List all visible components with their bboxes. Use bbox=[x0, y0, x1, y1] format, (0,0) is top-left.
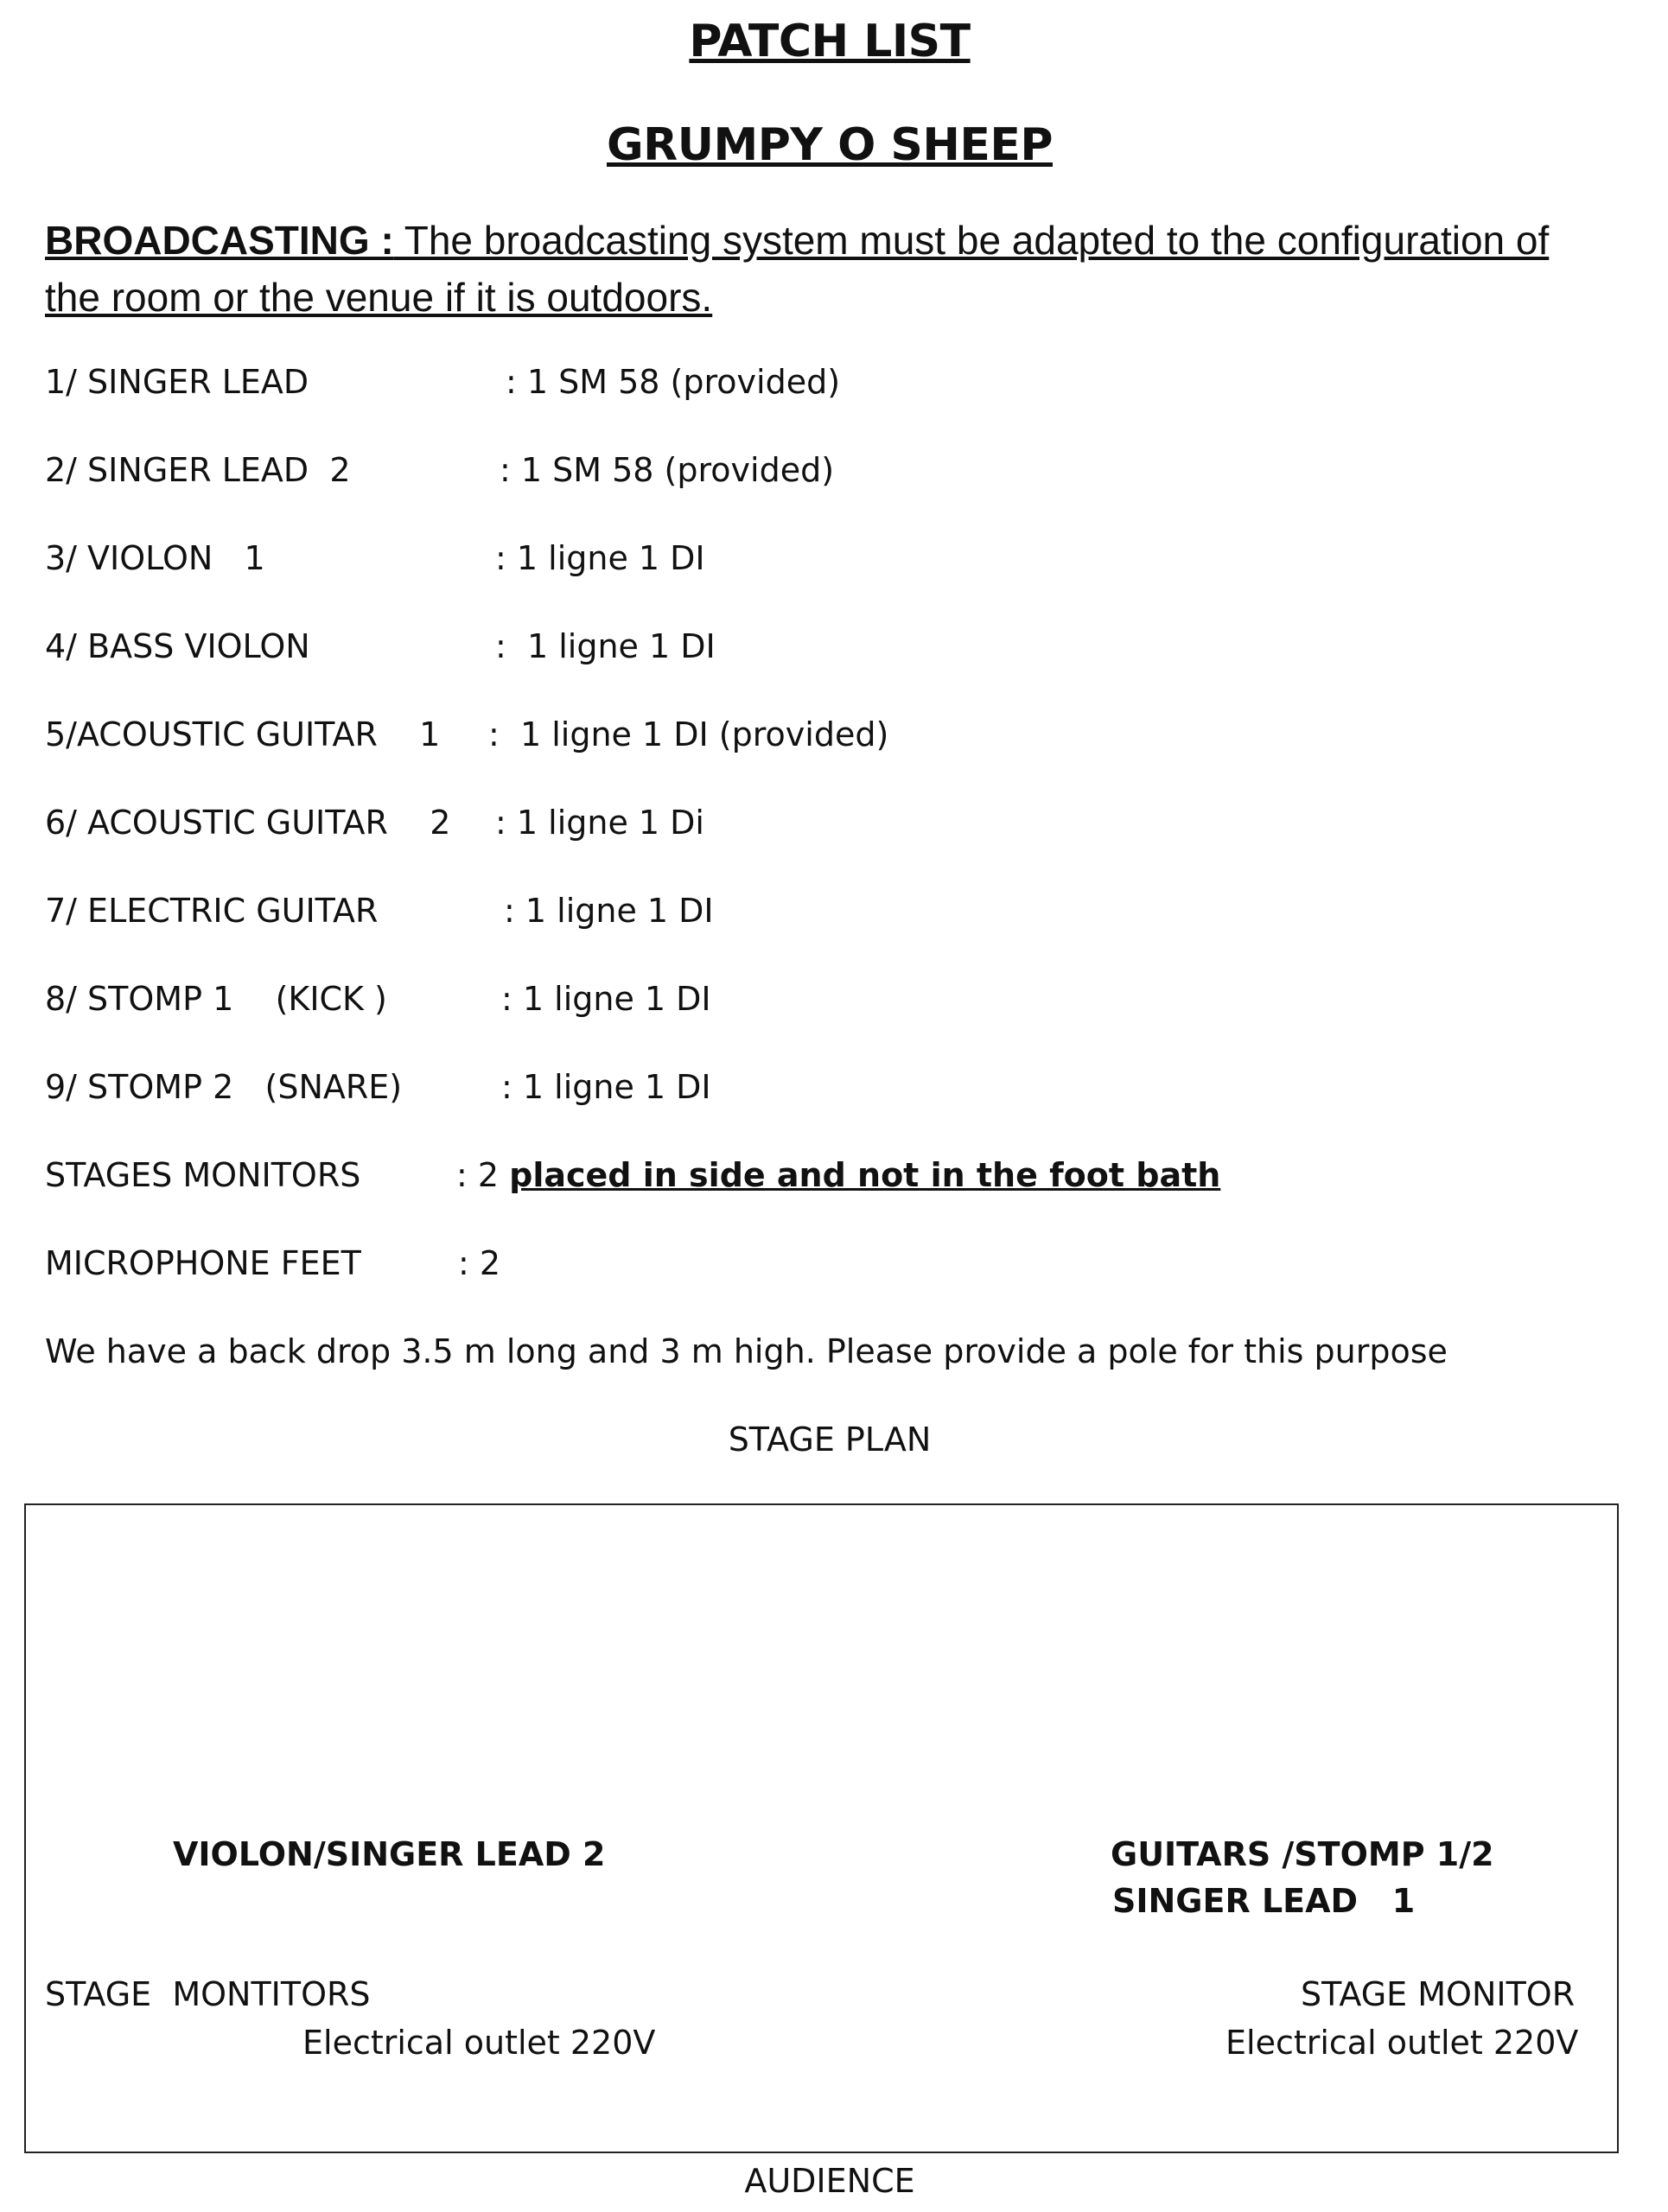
patch-value: : 1 ligne 1 DI bbox=[501, 980, 711, 1018]
patch-name: 8/ STOMP 1 (KICK ) bbox=[45, 980, 387, 1018]
right-monitor-label: STAGE MONITOR bbox=[1301, 1975, 1576, 2013]
patch-name: 3/ VIOLON 1 bbox=[45, 539, 265, 577]
patch-value: : 1 ligne 1 DI bbox=[501, 1068, 711, 1106]
right-group-label-1: GUITARS /STOMP 1/2 bbox=[1111, 1835, 1494, 1873]
patch-name: 2/ SINGER LEAD 2 bbox=[45, 451, 351, 489]
broadcasting-paragraph bbox=[45, 212, 1583, 326]
right-outlet-label: Electrical outlet 220V bbox=[1226, 2024, 1579, 2062]
patch-name: 1/ SINGER LEAD bbox=[45, 363, 309, 401]
patch-value: : 1 ligne 1 DI bbox=[495, 539, 705, 577]
patch-value: : 1 ligne 1 DI (provided) bbox=[488, 715, 889, 753]
monitors-count: : 2 bbox=[456, 1156, 510, 1194]
patch-value: : 1 ligne 1 DI bbox=[495, 627, 716, 665]
patch-value: : 1 SM 58 (provided) bbox=[500, 451, 835, 489]
mic-feet-value: : 2 bbox=[458, 1244, 501, 1282]
monitors-label: STAGES MONITORS bbox=[45, 1156, 361, 1194]
left-monitor-label: STAGE MONTITORS bbox=[45, 1975, 371, 2013]
patch-value: : 1 SM 58 (provided) bbox=[506, 363, 841, 401]
broadcasting-label: BROADCASTING : bbox=[45, 218, 394, 263]
patch-name: 5/ACOUSTIC GUITAR 1 bbox=[45, 715, 441, 753]
backdrop-note: We have a back drop 3.5 m long and 3 m high. Please provide a pole for this purpose bbox=[45, 1332, 1448, 1370]
band-name: GRUMPY O SHEEP bbox=[607, 119, 1053, 171]
right-group-label-2: SINGER LEAD 1 bbox=[1112, 1882, 1416, 1920]
mic-feet-label: MICROPHONE FEET bbox=[45, 1244, 361, 1282]
patch-value: : 1 ligne 1 Di bbox=[495, 804, 704, 842]
broadcasting-text: The broadcasting system must be adapted to the configuration of the room or the venue if it is outdoors. bbox=[45, 218, 1550, 320]
stage-plan-title: STAGE PLAN bbox=[728, 1421, 932, 1459]
patch-value: : 1 ligne 1 DI bbox=[504, 892, 714, 930]
monitors-note: placed in side and not in the foot bath bbox=[509, 1156, 1221, 1194]
monitors-value bbox=[456, 1156, 1220, 1194]
patch-name: 9/ STOMP 2 (SNARE) bbox=[45, 1068, 403, 1106]
left-outlet-label: Electrical outlet 220V bbox=[302, 2024, 656, 2062]
left-group-label: VIOLON/SINGER LEAD 2 bbox=[173, 1835, 606, 1873]
patch-name: 6/ ACOUSTIC GUITAR 2 bbox=[45, 804, 451, 842]
audience-label: AUDIENCE bbox=[744, 2162, 915, 2200]
patch-name: 7/ ELECTRIC GUITAR bbox=[45, 892, 379, 930]
patch-name: 4/ BASS VIOLON bbox=[45, 627, 310, 665]
page-title: PATCH LIST bbox=[689, 16, 971, 67]
